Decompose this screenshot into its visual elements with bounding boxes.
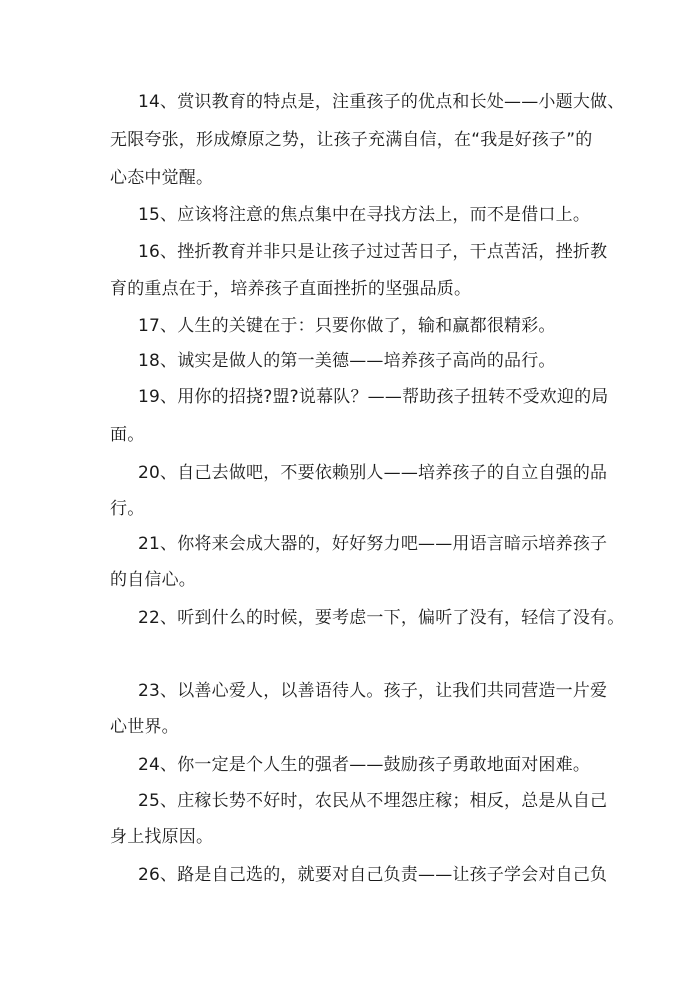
text-line: 25、庄稼长势不好时，农民从不埋怨庄稼；相反，总是从自己 <box>138 791 608 811</box>
text-line: 21、你将来会成大器的，好好努力吧——用语言暗示培养孩子 <box>138 534 608 554</box>
text-line: 的自信心。 <box>110 570 196 590</box>
text-line: 24、你一定是个人生的强者——鼓励孩子勇敢地面对困难。 <box>138 755 591 775</box>
text-line: 14、赏识教育的特点是，注重孩子的优点和长处——小题大做、 <box>138 92 625 112</box>
text-line: 18、诚实是做人的第一美德——培养孩子高尚的品行。 <box>138 351 556 371</box>
text-line: 面。 <box>110 425 145 445</box>
text-line: 19、用你的招挠?盟?说幕队？——帮助孩子扭转不受欢迎的局 <box>138 387 609 407</box>
text-line: 23、以善心爱人，以善语待人。孩子，让我们共同营造一片爱 <box>138 681 608 701</box>
text-line: 26、路是自己选的，就要对自己负责——让孩子学会对自己负 <box>138 865 608 885</box>
text-line: 无限夸张，形成燎原之势，让孩子充满自信，在“我是好孩子”的 <box>110 130 593 150</box>
text-line: 16、挫折教育并非只是让孩子过过苦日子，干点苦活，挫折教 <box>138 242 608 262</box>
text-line: 心态中觉醒。 <box>110 168 214 188</box>
text-line: 22、听到什么的时候，要考虑一下，偏听了没有，轻信了没有。 <box>138 608 625 628</box>
text-line: 心世界。 <box>110 717 179 737</box>
text-line: 行。 <box>110 499 145 519</box>
text-line: 15、应该将注意的焦点集中在寻找方法上，而不是借口上。 <box>138 205 591 225</box>
text-line: 20、自己去做吧，不要依赖别人——培养孩子的自立自强的品 <box>138 463 608 483</box>
text-line: 17、人生的关键在于：只要你做了，输和赢都很精彩。 <box>138 316 556 336</box>
text-line: 身上找原因。 <box>110 827 214 847</box>
text-line: 育的重点在于，培养孩子直面挫折的坚强品质。 <box>110 279 472 299</box>
